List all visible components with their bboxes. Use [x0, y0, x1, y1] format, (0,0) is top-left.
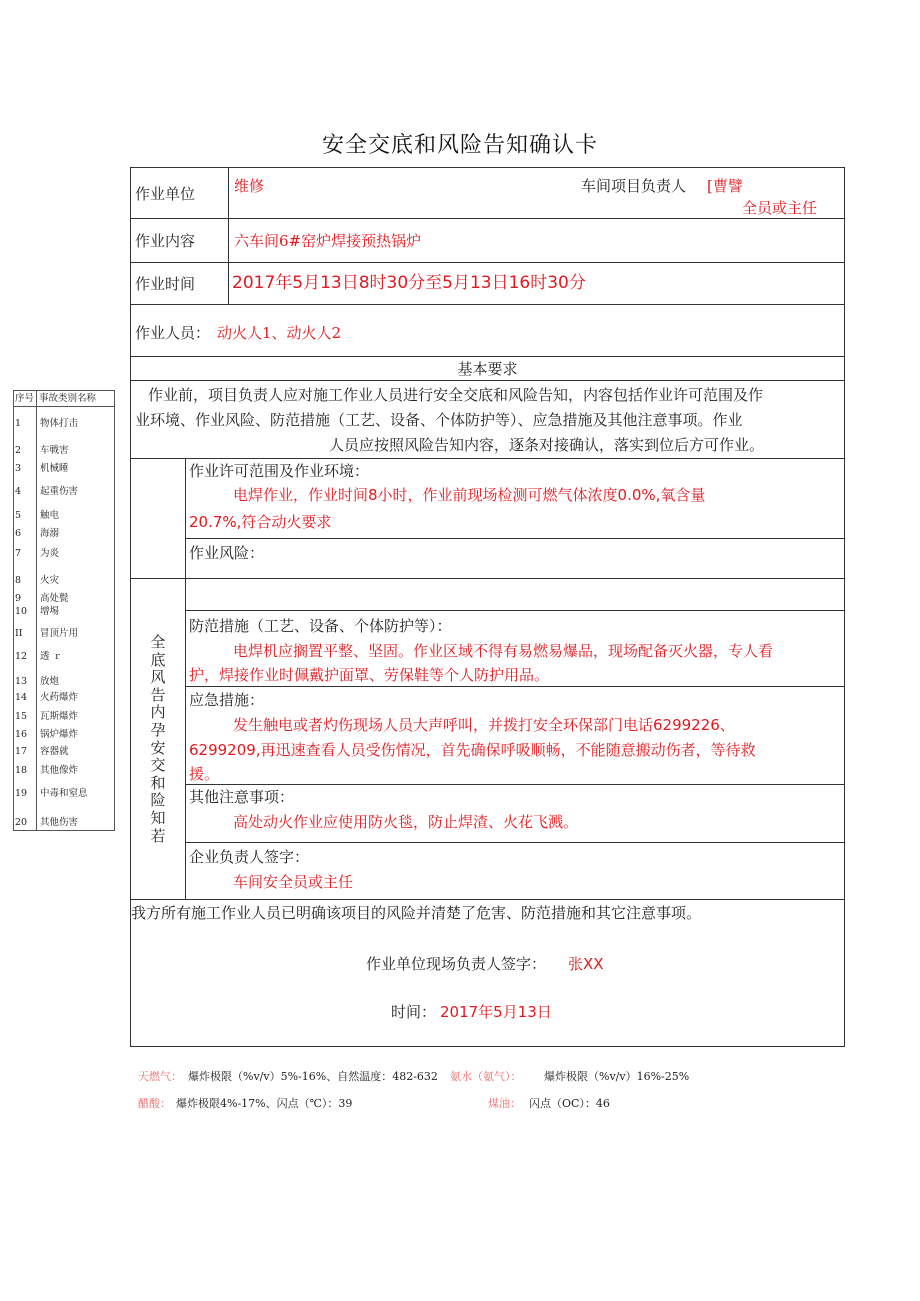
accident-row-no: 13 [15, 676, 28, 687]
accident-row-name: 锅炉爆炸 [40, 729, 79, 740]
accident-row-no: 17 [15, 746, 28, 757]
acid-name: 醋酸： [138, 1097, 171, 1110]
accident-row-name: 为炎 [40, 548, 60, 559]
accident-row-no: 12 [15, 651, 28, 662]
accident-row-no: 4 [15, 486, 22, 497]
accident-row-no: 6 [15, 528, 22, 539]
accident-row-no: 18 [15, 765, 28, 776]
accident-row-name: 机械睡 [40, 463, 69, 474]
accident-header-no: 序号 [15, 393, 35, 404]
accident-row-name: 物体打击 [40, 418, 79, 429]
project-manager-value: [曹譬 [707, 177, 743, 195]
accident-row-name: 中毒和窒息 [40, 788, 88, 799]
accident-row-no: 9 [15, 593, 22, 604]
emergency-line1: 发生触电或者灼伤现场人员大声呼叫，并拨打安全环保部门电话6299226、 [233, 716, 735, 734]
accident-row-name: 放炮 [40, 676, 60, 687]
accident-row-name: 透 ｒ [40, 651, 63, 662]
work-unit-label: 作业单位 [135, 185, 196, 203]
accident-row-name: 容器就 [40, 746, 69, 757]
work-time-label: 作业时间 [135, 275, 196, 293]
accident-row-name: 海溺 [40, 528, 60, 539]
accident-row-no: 10 [15, 606, 28, 617]
other-value: 高处动火作业应使用防火毯，防止焊渣、火花飞溅。 [233, 813, 579, 831]
ammonia-info: 爆炸极限（%v/v）16%-25% [544, 1070, 690, 1083]
accident-row-no: 20 [15, 817, 28, 828]
accident-row-no: 15 [15, 711, 28, 722]
kerosene-name: 煤油： [488, 1097, 521, 1110]
accident-header-name: 事故类别名称 [39, 393, 97, 404]
accident-row-no: 5 [15, 510, 22, 521]
time-value: 2017年5月13日 [440, 1003, 552, 1021]
page-title: 安全交底和风险告知确认卡 [321, 133, 598, 158]
emergency-line3: 援。 [189, 765, 220, 783]
emergency-label: 应急措施： [189, 691, 265, 709]
accident-row-name: 瓦斯爆炸 [40, 711, 79, 722]
acid-info: 爆炸极限4%-17%、闪点（℃）：39 [176, 1097, 353, 1110]
accident-row-no: 2 [15, 445, 22, 456]
emergency-line2: 6299209,再迅速查看人员受伤情况，首先确保呼吸顺畅，不能随意搬动伤者，等待救 [189, 741, 756, 759]
enterprise-sign-label: 企业负责人签字： [189, 848, 310, 866]
accident-row-no: II [15, 628, 23, 639]
sign-label: 作业单位现场负责人签字： [366, 955, 547, 973]
work-time-value: 2017年5月13日8时30分至5月13日16时30分 [232, 273, 586, 293]
permit-label: 作业许可范围及作业环境： [189, 462, 370, 480]
work-content-label: 作业内容 [135, 232, 196, 250]
measures-line2: 护，焊接作业时佩戴护面罩、劳保鞋等个人防护用品。 [189, 666, 550, 684]
measures-line1: 电焊机应搁置平整、坚固。作业区域不得有易燃易爆品，现场配备灭火器，专人看 [233, 642, 774, 660]
accident-row-no: 19 [15, 788, 28, 799]
accident-row-name: 火药爆炸 [40, 692, 79, 703]
other-label: 其他注意事项： [189, 788, 295, 806]
enterprise-sign-value: 车间安全员或主任 [233, 873, 354, 891]
work-content-value: 六车间6#窑炉焊接预热锅炉 [234, 232, 422, 250]
confirm-statement: 我方所有施工作业人员已明确该项目的风险并清楚了危害、防范措施和其它注意事项。 [131, 904, 702, 922]
accident-row-no: 14 [15, 692, 28, 703]
basic-requirements-line1: 作业前，项目负责人应对施工作业人员进行安全交底和风险告知，内容包括作业许可范围及作 [148, 386, 764, 404]
basic-requirements-heading: 基本要求 [457, 360, 518, 378]
kerosene-info: 闪点（OC）：46 [529, 1097, 610, 1110]
workers-label: 作业人员： [135, 324, 211, 342]
accident-row-no: 7 [15, 548, 22, 559]
accident-row-name: 车戦害 [40, 445, 69, 456]
accident-row-name: 触电 [40, 510, 60, 521]
sign-value: 张XX [568, 955, 604, 973]
project-manager-label: 车间项目负责人 [581, 177, 687, 195]
accident-row-no: 8 [15, 575, 22, 586]
basic-requirements-line2: 业环境、作业风险、防范措施（工艺、设备、个体防护等）、应急措施及其他注意事项。作业 [135, 411, 743, 429]
gas-info: 爆炸极限（%v/v）5%-16%、自然温度：482-632 [188, 1070, 438, 1083]
basic-requirements-line3: 人员应按照风险告知内容，逐条对接确认，落实到位后方可作业。 [329, 436, 765, 454]
accident-row-name: 高处甏 [40, 593, 69, 604]
project-manager-value2: 全员或主任 [742, 199, 818, 217]
permit-line1: 电焊作业，作业时间8小时，作业前现场检测可燃气体浓度0.0%,氧含量 [233, 486, 706, 504]
accident-row-no: 3 [15, 463, 22, 474]
time-label: 时间： [391, 1003, 437, 1021]
workers-value: 动火人1、动火人2 [217, 324, 342, 342]
accident-row-no: 16 [15, 729, 28, 740]
accident-row-name: 冒顶片用 [40, 628, 79, 639]
side-vertical-label: 全底风告内孕安交和险知若 [150, 633, 166, 845]
accident-row-name: 增埸 [40, 606, 60, 617]
accident-row-name: 起重伤害 [40, 486, 79, 497]
accident-row-name: 其他像炸 [40, 765, 79, 776]
permit-line2: 20.7%,符合动火要求 [189, 513, 332, 531]
risk-label: 作业风险： [189, 544, 265, 562]
ammonia-name: 氨水（氨气）： [450, 1070, 522, 1083]
gas-name: 天燃气： [138, 1070, 182, 1083]
work-unit-value: 维修 [234, 177, 265, 195]
accident-row-name: 火灾 [40, 575, 60, 586]
measures-label: 防范措施（工艺、设备、个体防护等）： [189, 617, 452, 635]
accident-row-no: 1 [15, 418, 22, 429]
accident-row-name: 其他伤害 [40, 817, 79, 828]
